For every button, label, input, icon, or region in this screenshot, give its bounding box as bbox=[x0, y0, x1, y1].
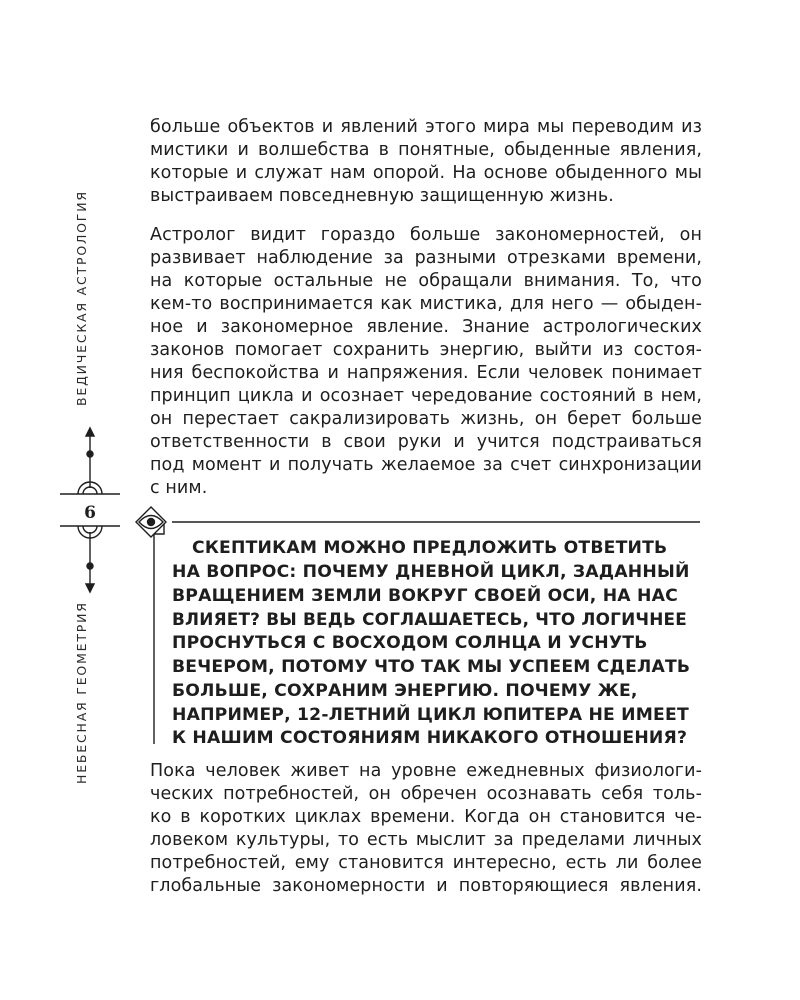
text-line: выстраиваем повседневную защищенную жизнь. bbox=[150, 186, 614, 206]
paragraph-3 bbox=[150, 760, 702, 898]
text-line: ное и закономерное явление. Знание астрологических bbox=[150, 317, 702, 337]
quote-line: НА ВОПРОС: ПОЧЕМУ ДНЕВНОЙ ЦИКЛ, ЗАДАННЫЙ bbox=[172, 561, 690, 582]
text-line: Астролог видит гораздо больше закономерностей, он bbox=[150, 225, 702, 245]
paragraph-1 bbox=[150, 116, 702, 208]
lower-dot-icon bbox=[87, 563, 93, 569]
quote-line: НАПРИМЕР, 12-ЛЕТНИЙ ЦИКЛ ЮПИТЕРА НЕ ИМЕЕТ bbox=[172, 704, 689, 725]
text-line: законов помогает сохранить энергию, выйти из состоя- bbox=[150, 340, 702, 360]
text-line: мистики и волшебства в понятные, обыденные явления, bbox=[150, 140, 702, 160]
text-line: кем-то воспринимается как мистика, для него — обыден- bbox=[150, 294, 702, 314]
upper-arrow-icon bbox=[86, 428, 94, 436]
text-line: под момент и получать желаемое за счет синхронизации bbox=[150, 455, 702, 475]
text-line: на которые остальные не обращали внимания. То, что bbox=[150, 271, 702, 291]
upper-dot-icon bbox=[87, 451, 93, 457]
text-line: с ним. bbox=[150, 478, 208, 498]
quote-line: К НАШИМ СОСТОЯНИЯМ НИКАКОГО ОТНОШЕНИЯ? bbox=[172, 728, 688, 749]
quote-line: БОЛЬШЕ, СОХРАНИМ ЭНЕРГИЮ. ПОЧЕМУ ЖЕ, bbox=[172, 680, 638, 701]
text-line: Пока человек живет на уровне ежедневных физиологи- bbox=[150, 761, 702, 781]
paragraph-2 bbox=[150, 224, 702, 500]
lower-arrow-icon bbox=[86, 584, 94, 592]
quote-line: ВРАЩЕНИЕМ ЗЕМЛИ ВОКРУГ СВОЕЙ ОСИ, НА НАС bbox=[172, 585, 678, 606]
text-line: ния беспокойства и напряжения. Если человек понимает bbox=[150, 363, 702, 383]
page-ornament-bottom-arc-inner bbox=[83, 526, 97, 533]
text-line: ловеком культуры, то есть мыслит за пределами личных bbox=[150, 830, 702, 850]
running-header-top: ВЕДИЧЕСКАЯ АСТРОЛОГИЯ bbox=[74, 190, 89, 406]
pull-quote bbox=[172, 537, 692, 751]
text-line: он перестает сакрализировать жизнь, он берет больше bbox=[150, 409, 702, 429]
text-line: ответственности в свои руки и учится подстраиваться bbox=[150, 432, 702, 452]
page-number: 6 bbox=[84, 503, 96, 523]
text-line: больше объектов и явлений этого мира мы переводим из bbox=[150, 117, 702, 137]
eye-pupil-icon bbox=[148, 519, 155, 526]
running-header-bottom: НЕБЕСНАЯ ГЕОМЕТРИЯ bbox=[74, 601, 89, 784]
text-line: которые и служат нам опорой. На основе обыденного мы bbox=[150, 163, 702, 183]
text-line: потребностей, ему становится интересно, есть ли более bbox=[150, 853, 702, 873]
quote-line: ВЕЧЕРОМ, ПОТОМУ ЧТО ТАК МЫ УСПЕЕМ СДЕЛАТЬ bbox=[172, 656, 691, 677]
text-line: принцип цикла и осознает чередование состояний в нем, bbox=[150, 386, 702, 406]
quote-line: СКЕПТИКАМ МОЖНО ПРЕДЛОЖИТЬ ОТВЕТИТЬ bbox=[192, 538, 668, 558]
page-ornament-top-arc-inner bbox=[83, 487, 97, 494]
quote-line: ПРОСНУТЬСЯ С ВОСХОДОМ СОЛНЦА И УСНУТЬ bbox=[172, 633, 648, 654]
text-line: ческих потребностей, он обречен осознавать себя толь- bbox=[150, 784, 702, 804]
quote-line: ВЛИЯЕТ? ВЫ ВЕДЬ СОГЛАШАЕТЕСЬ, ЧТО ЛОГИЧНЕЕ bbox=[172, 609, 687, 630]
text-line: глобальные закономерности и повторяющиеся явления. bbox=[150, 876, 702, 896]
text-line: ко в коротких циклах времени. Когда он становится че- bbox=[150, 807, 702, 827]
text-line: развивает наблюдение за разными отрезками времени, bbox=[150, 248, 702, 268]
